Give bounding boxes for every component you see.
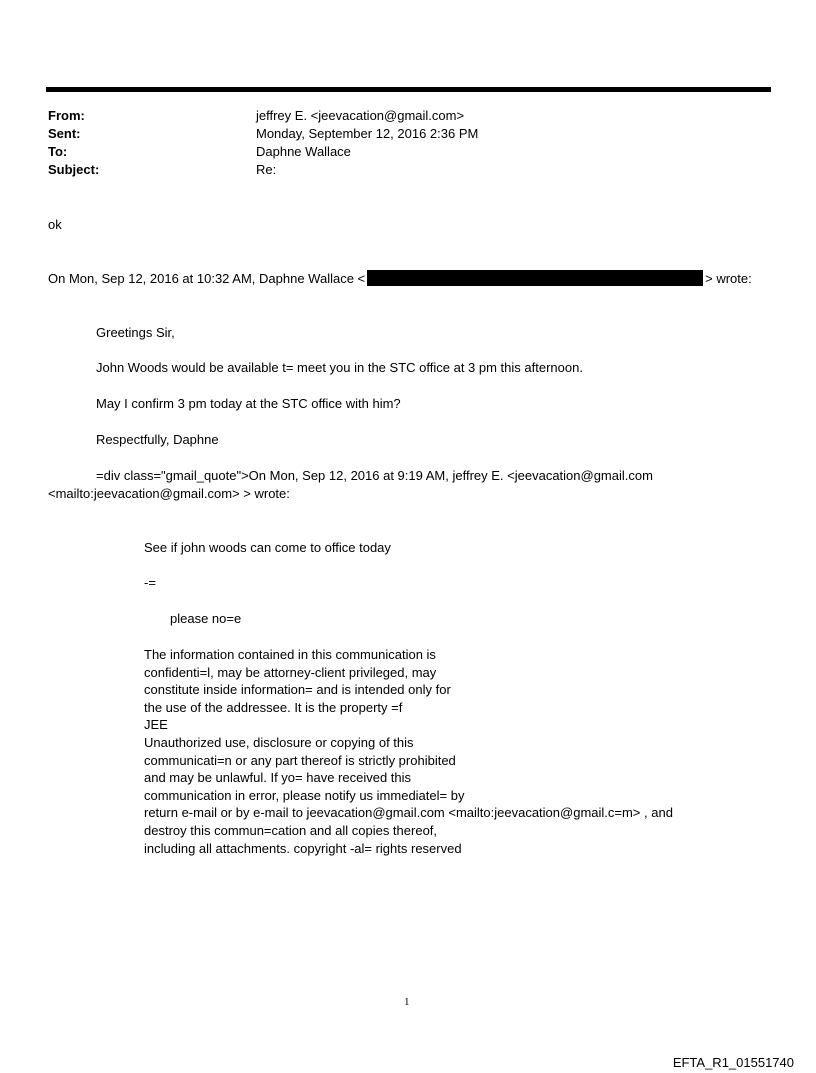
confidentiality-line: Unauthorized use, disclosure or copying of this [144, 734, 414, 750]
document-id: EFTA_R1_01551740 [672, 1055, 794, 1070]
reply-text: ok [48, 217, 62, 232]
header-rule [46, 87, 771, 92]
gmail-quote-line-2: <mailto:jeevacation@gmail.com> > wrote: [48, 486, 290, 501]
quote-intro-prefix: On Mon, Sep 12, 2016 at 10:32 AM, Daphne Wallace < [48, 271, 366, 286]
to-label: To: [48, 144, 68, 159]
subject-label: Subject: [48, 162, 100, 177]
body-line-1: John Woods would be available t= meet you in the STC office at 3 pm this afternoon. [96, 360, 583, 375]
greeting: Greetings Sir, [96, 325, 175, 340]
page-number: 1 [404, 996, 410, 1008]
redaction-bar [367, 270, 703, 286]
confidentiality-line: JEE [144, 717, 168, 733]
sent-label: Sent: [48, 126, 81, 141]
from-label: From: [48, 108, 85, 123]
confidentiality-line: confidenti=l, may be attorney-client privileged, may [144, 664, 437, 680]
confidentiality-line: communication in error, please notify us immediatel= by [144, 787, 465, 803]
sent-value: Monday, September 12, 2016 2:36 PM [256, 126, 479, 141]
quote-intro [48, 270, 752, 288]
confidentiality-line: constitute inside information= and is intended only for [144, 682, 451, 698]
confidentiality-line: communicati=n or any part thereof is strictly prohibited [144, 752, 456, 768]
subject-value: Re: [256, 162, 277, 177]
body-line-2: May I confirm 3 pm today at the STC office with him? [96, 396, 401, 411]
from-value: jeffrey E. <jeevacation@gmail.com> [256, 108, 465, 123]
confidentiality-line: and may be unlawful. If yo= have received this [144, 770, 412, 786]
to-row [48, 143, 478, 161]
gmail-quote-line-1: =div class="gmail_quote">On Mon, Sep 12, 2016 at 9:19 AM, jeffrey E. <jeevacation@gmail.com [96, 468, 653, 483]
from-row [48, 107, 478, 125]
confidentiality-line: destroy this commun=cation and all copies thereof, [144, 822, 438, 838]
signoff: Respectfully, Daphne [96, 432, 219, 447]
confidentiality-line: The information contained in this communication is [144, 647, 436, 662]
confidentiality-line: the use of the addressee. It is the property =f [144, 699, 403, 715]
confidentiality-line: including all attachments. copyright -al= rights reserved [144, 840, 462, 856]
email-header [48, 107, 478, 179]
sent-row [48, 125, 478, 143]
confidentiality-line: return e-mail or by e-mail to jeevacation@gmail.com <mailto:jeevacation@gmail.c=m> , and [144, 805, 673, 821]
please-note: please no=e [170, 611, 242, 626]
separator-text: -= [144, 575, 156, 590]
confidentiality-notice [144, 646, 673, 857]
to-value: Daphne Wallace [256, 144, 351, 159]
subject-row [48, 161, 478, 179]
original-message: See if john woods can come to office today [144, 540, 391, 555]
quote-intro-suffix: > wrote: [705, 271, 752, 286]
